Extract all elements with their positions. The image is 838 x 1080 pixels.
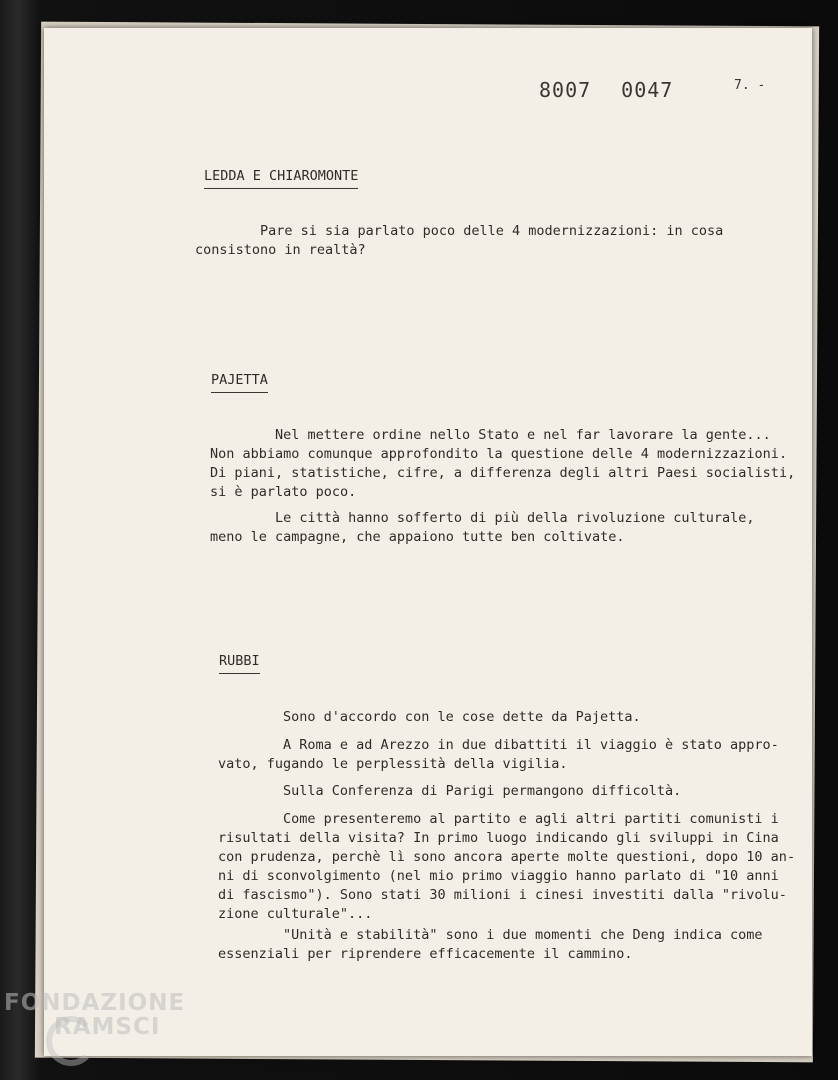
archive-number-right: 0047 [621, 78, 674, 102]
speaker-heading: PAJETTA [211, 372, 268, 393]
document-page [44, 28, 812, 1056]
speaker-heading: LEDDA E CHIAROMONTE [204, 168, 358, 189]
paragraph: Sono d'accordo con le cose dette da Pajetta. [218, 709, 641, 725]
paragraph: Nel mettere ordine nello Stato e nel far lavorare la gente... Non abbiamo comunque approfondito la questione delle 4 modernizzazioni. Di piani, statistiche, cifre, a differenza degli altri Paesi socialisti, si è parlato poco. [210, 427, 796, 500]
watermark-g-logo-icon [46, 1016, 96, 1066]
paragraph: A Roma e ad Arezzo in due dibattiti il viaggio è stato appro- vato, fugando le perplessità della vigilia. [218, 737, 779, 772]
speaker-heading: RUBBI [219, 653, 260, 674]
paragraph: Sulla Conferenza di Parigi permangono difficoltà. [218, 783, 682, 799]
watermark-line2: RAMSCI [54, 1014, 161, 1040]
archive-number-left: 8007 [539, 78, 592, 102]
paragraph: Come presenteremo al partito e agli altri partiti comunisti i risultati della visita? In primo luogo indicando gli sviluppi in Cina con prudenza, perchè lì sono ancora aperte molte questioni, dopo 10 an- ni di sconvolgimento (nel mio primo viaggio hanno parlato di "10 anni di fascismo"). Sono stati 30 milioni i cinesi investiti dalla "rivolu- zione culturale"... [218, 811, 796, 922]
paragraph: Pare si sia parlato poco delle 4 modernizzazioni: in cosa consistono in realtà? [195, 223, 724, 258]
paragraph: Le città hanno sofferto di più della rivoluzione culturale, meno le campagne, che appaiono tutte ben coltivate. [210, 510, 755, 545]
paragraph: "Unità e stabilità" sono i due momenti che Deng indica come essenziali per riprendere efficacemente il cammino. [218, 927, 763, 962]
watermark-line1: FONDAZIONE [4, 990, 186, 1016]
page-number: 7. - [734, 78, 766, 93]
fondazione-gramsci-watermark [4, 990, 185, 1040]
archive-number [539, 78, 703, 102]
